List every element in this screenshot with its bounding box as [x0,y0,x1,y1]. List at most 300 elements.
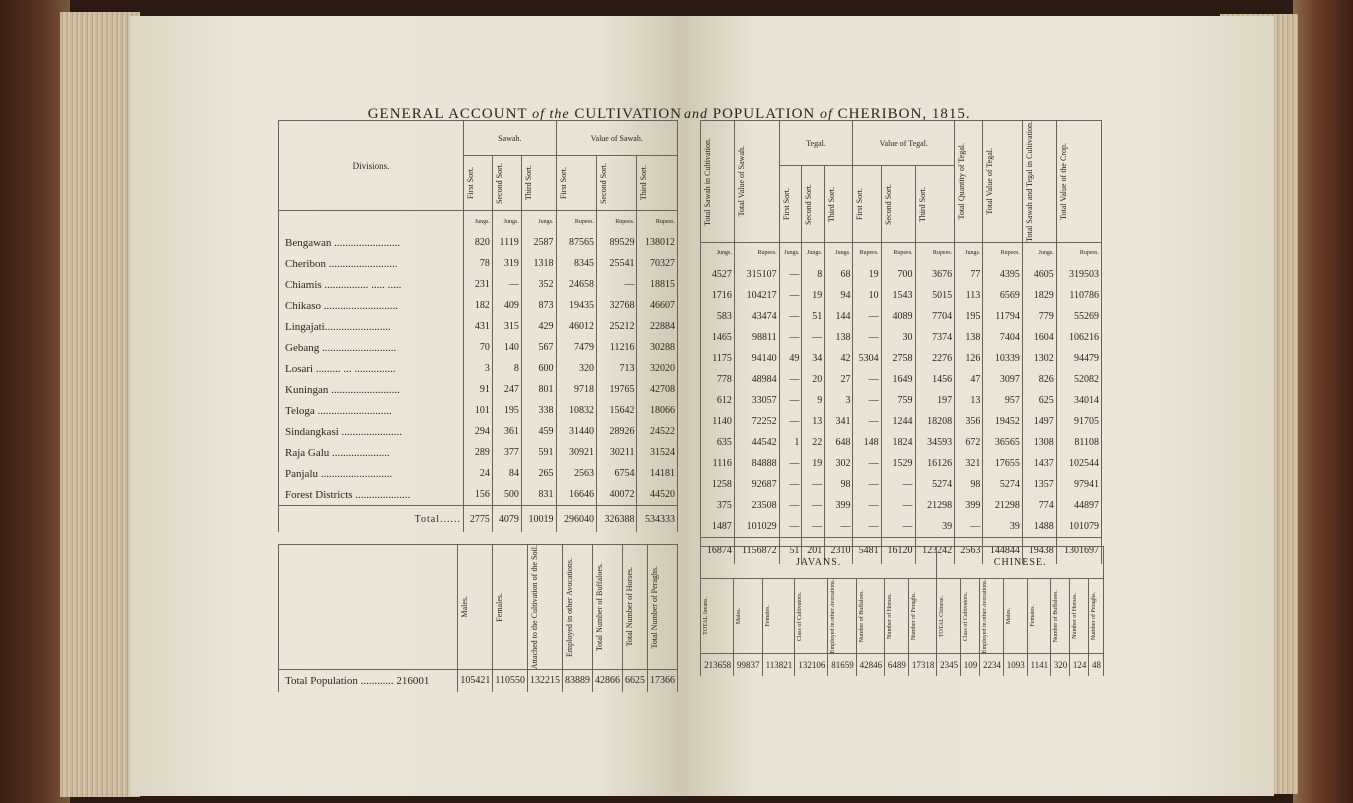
table-cell: 97941 [1056,474,1101,495]
table-cell: 110786 [1056,285,1101,306]
table-cell: 2234 [980,654,1004,676]
table-cell: 1302 [1022,348,1056,369]
table-cell: 51 [802,306,825,327]
table-cell: 700 [881,264,915,285]
table-cell: 713 [596,358,636,379]
table-cell: — [802,474,825,495]
table-cell: 49 [779,348,802,369]
sawah-group-header: Sawah. [464,121,557,156]
table-cell: 47 [955,369,983,390]
table-cell: 70327 [637,253,678,274]
table-cell: 1456 [915,369,955,390]
col-header: Second Sort. [492,156,521,211]
table-cell: 612 [701,390,735,411]
table-cell: 94140 [734,348,779,369]
table-cell: 18815 [637,274,678,295]
table-cell: 18066 [637,400,678,421]
table-cell: 826 [1022,369,1056,390]
table-cell: 30 [881,327,915,348]
table-cell: 182 [464,295,493,316]
total-population-row: Total Population ............ 216001 105421 110550 132215 83889 42866 6625 17366 [279,670,678,692]
table-cell: 1119 [492,232,521,253]
col-header: Attached to the Cultivation of the Soil. [528,545,563,670]
javans-group-header: JAVANS. [701,547,937,579]
col-header: Employed in other Avocations. [563,545,593,670]
table-cell: 7704 [915,306,955,327]
division-name: Raja Galu ..................... [279,442,464,463]
table-cell: 831 [521,484,556,506]
table-cell: 1487 [701,516,735,538]
table-cell: 10832 [556,400,596,421]
table-cell: 197 [915,390,955,411]
table-cell: 24522 [637,421,678,442]
table-cell: 98 [955,474,983,495]
total-cell: 2563 [955,537,983,564]
table-cell: 1604 [1022,327,1056,348]
table-cell: 34 [802,348,825,369]
table-cell: 113 [955,285,983,306]
title-rest: CULTIVATION [574,106,682,122]
table-cell: 55269 [1056,306,1101,327]
col-header: Number of Peraghs. [908,579,936,654]
col-header: Males. [458,545,493,670]
table-cell: 19435 [556,295,596,316]
table-cell: 1244 [881,411,915,432]
value-tegal-group-header: Value of Tegal. [853,121,955,166]
total-population-value: 216001 [396,674,430,687]
table-cell: 1318 [521,253,556,274]
table-cell: 68 [825,264,853,285]
total-cell: 326388 [596,506,636,533]
table-cell: 567 [521,337,556,358]
table-cell: 10339 [983,348,1023,369]
table-cell: 7479 [556,337,596,358]
table-cell: 873 [521,295,556,316]
col-header: Employed in other Avocations. [828,579,856,654]
table-cell: 320 [1051,654,1070,676]
table-row [279,484,678,506]
table-cell: 247 [492,379,521,400]
table-cell: 5274 [983,474,1023,495]
table-cell: — [779,390,802,411]
table-cell: 1465 [701,327,735,348]
table-cell: 91705 [1056,411,1101,432]
table-cell: 81659 [828,654,856,676]
table-cell: 48 [1089,654,1104,676]
table-cell: 72252 [734,411,779,432]
total-label: Total...... [279,506,464,533]
table-row [279,232,678,253]
table-cell: 22 [802,432,825,453]
table-cell: 1716 [701,285,735,306]
table-cell: 1093 [1003,654,1027,676]
table-cell: 98 [825,474,853,495]
table-cell: 156 [464,484,493,506]
table-cell: 429 [521,316,556,337]
table-cell: 84 [492,463,521,484]
table-cell: 48984 [734,369,779,390]
division-name: Lingajati........................ [279,316,464,337]
table-row [701,516,1102,538]
table-row [701,495,1102,516]
col-header: Class of Cultivators. [795,579,828,654]
table-cell: 19765 [596,379,636,400]
table-cell: 3097 [983,369,1023,390]
table-cell: 356 [955,411,983,432]
right-page-title: and POPULATION of CHERIBON, 1815. [684,106,971,122]
table-cell: 84888 [734,453,779,474]
table-cell: 2345 [937,654,961,676]
table-cell: 1488 [1022,516,1056,538]
table-cell: — [779,369,802,390]
division-name: Chiamis ................ ..... ..... [279,274,464,295]
table-cell: 34593 [915,432,955,453]
table-cell: — [853,474,881,495]
total-cell: 4079 [492,506,521,533]
table-cell: — [779,264,802,285]
col-header: Number of Horses. [1070,579,1089,654]
table-cell: 13 [802,411,825,432]
table-row [701,411,1102,432]
table-cell: 377 [492,442,521,463]
table-cell: 20 [802,369,825,390]
table-cell: 591 [521,442,556,463]
table-cell: 42 [825,348,853,369]
table-cell: 319 [492,253,521,274]
table-cell: — [779,453,802,474]
table-cell: 957 [983,390,1023,411]
table-cell: 1543 [881,285,915,306]
table-cell: 459 [521,421,556,442]
table-cell: — [853,369,881,390]
table-cell: 42846 [856,654,884,676]
table-cell: 375 [701,495,735,516]
table-cell: 18208 [915,411,955,432]
table-cell: 19 [802,453,825,474]
table-cell: 3676 [915,264,955,285]
table-cell: 42708 [637,379,678,400]
table-cell: — [881,474,915,495]
table-cell: — [955,516,983,538]
table-cell: 5304 [853,348,881,369]
table-cell: 5015 [915,285,955,306]
division-name: Chikaso ........................... [279,295,464,316]
table-row [279,274,678,295]
table-cell: 22884 [637,316,678,337]
table-cell: 46607 [637,295,678,316]
total-cell: 5481 [853,537,881,564]
table-cell: 98811 [734,327,779,348]
table-cell: 91 [464,379,493,400]
col-header: Total Number of Peraghs. [648,545,678,670]
table-cell: — [779,495,802,516]
col-header: Third Sort. [825,166,853,243]
table-cell: 10 [853,285,881,306]
table-cell: 2276 [915,348,955,369]
table-cell: — [779,327,802,348]
table-row [701,264,1102,285]
table-cell: 31440 [556,421,596,442]
table-cell: 21298 [983,495,1023,516]
total-cell: 144844 [983,537,1023,564]
table-cell: 431 [464,316,493,337]
table-cell: 820 [464,232,493,253]
table-cell: 625 [1022,390,1056,411]
table-cell: — [779,411,802,432]
table-cell: 11216 [596,337,636,358]
table-cell: 3 [825,390,853,411]
total-cell: 2310 [825,537,853,564]
table-cell: — [853,306,881,327]
total-cell: 534333 [637,506,678,533]
table-cell: 92687 [734,474,779,495]
page-stack-left [60,12,140,797]
total-row [279,506,678,533]
table-cell: 4605 [1022,264,1056,285]
table-cell: 44520 [637,484,678,506]
table-cell: 2587 [521,232,556,253]
table-cell: — [492,274,521,295]
table-cell: 27 [825,369,853,390]
table-cell: 302 [825,453,853,474]
table-cell: 144 [825,306,853,327]
total-cell: 51 [779,537,802,564]
table-cell: 1497 [1022,411,1056,432]
table-cell: 1308 [1022,432,1056,453]
table-cell: 319503 [1056,264,1101,285]
table-cell: 102544 [1056,453,1101,474]
table-row [279,421,678,442]
col-header: Males. [1003,579,1027,654]
table-cell: 113821 [762,654,795,676]
table-cell: 32020 [637,358,678,379]
table-cell: — [802,327,825,348]
table-cell: 399 [955,495,983,516]
table-cell: 13 [955,390,983,411]
col-header: Total Value of the Crop. [1056,121,1101,243]
table-cell: 15642 [596,400,636,421]
table-cell: 140 [492,337,521,358]
table-cell: 6754 [596,463,636,484]
table-cell: 2563 [556,463,596,484]
table-row [701,432,1102,453]
division-name: Losari ......... ... ............... [279,358,464,379]
table-cell: 1829 [1022,285,1056,306]
col-header: Number of Buffaloes. [1051,579,1070,654]
table-cell: 39 [983,516,1023,538]
table-cell: 148 [853,432,881,453]
table-cell: 672 [955,432,983,453]
col-header: First Sort. [556,156,596,211]
table-cell: 294 [464,421,493,442]
col-header: Third Sort. [915,166,955,243]
table-cell: 500 [492,484,521,506]
table-cell: 341 [825,411,853,432]
table-cell: 101079 [1056,516,1101,538]
table-cell: 44897 [1056,495,1101,516]
table-row [279,379,678,400]
table-cell: 6569 [983,285,1023,306]
table-row [701,369,1102,390]
col-header: First Sort. [464,156,493,211]
units-row: Jungs. Rupees. Jungs. Jungs. Jungs. Rupees. Rupees. Rupees. Jungs. Rupees. Jungs. Rupees. [701,242,1102,264]
col-header: Females. [1027,579,1050,654]
table-row [701,474,1102,495]
table-cell: 46012 [556,316,596,337]
table-cell: 213658 [701,654,734,676]
table-cell: 16126 [915,453,955,474]
table-cell: 40072 [596,484,636,506]
table-cell: — [881,495,915,516]
table-cell: 1649 [881,369,915,390]
total-cell: 10019 [521,506,556,533]
table-cell: 9 [802,390,825,411]
division-name: Cheribon ......................... [279,253,464,274]
table-cell: — [779,516,802,538]
col-header: Total Quantity of Tegal. [955,121,983,243]
table-row [701,453,1102,474]
division-name: Gebang ........................... [279,337,464,358]
table-cell: 101029 [734,516,779,538]
table-cell: 635 [701,432,735,453]
col-header: Second Sort. [596,156,636,211]
table-cell: 87565 [556,232,596,253]
table-cell: 11794 [983,306,1023,327]
table-cell: 7374 [915,327,955,348]
division-name: Bengawan ........................ [279,232,464,253]
chinese-group-header: CHINESE. [937,547,1104,579]
table-cell: 320 [556,358,596,379]
population-table-right [700,546,1104,676]
division-name: Forest Districts .................... [279,484,464,506]
table-cell: 8345 [556,253,596,274]
table-row [701,327,1102,348]
table-row [701,285,1102,306]
col-header: Total Value of Tegal. [983,121,1023,243]
table-cell: 78 [464,253,493,274]
table-cell: 4089 [881,306,915,327]
table-cell: — [779,474,802,495]
total-cell: 1156872 [734,537,779,564]
table-cell: 33057 [734,390,779,411]
table-cell: — [825,516,853,538]
table-cell: 17655 [983,453,1023,474]
table-cell: 30211 [596,442,636,463]
table-cell: 81108 [1056,432,1101,453]
table-cell: 315 [492,316,521,337]
table-cell: 600 [521,358,556,379]
table-cell: 409 [492,295,521,316]
table-cell: 106216 [1056,327,1101,348]
table-cell: 104217 [734,285,779,306]
col-header: Number of Buffaloes. [856,579,884,654]
table-cell: 1175 [701,348,735,369]
division-name: Panjalu .......................... [279,463,464,484]
table-cell: 34014 [1056,390,1101,411]
population-values-row [701,654,1104,676]
table-cell: 1357 [1022,474,1056,495]
table-cell: 138012 [637,232,678,253]
col-header: Males. [734,579,762,654]
table-cell: 7404 [983,327,1023,348]
table-cell: 19 [802,285,825,306]
col-header: Number of Peraghs. [1089,579,1104,654]
table-cell: 4395 [983,264,1023,285]
total-cell: 16120 [881,537,915,564]
table-cell: 2758 [881,348,915,369]
table-cell: 352 [521,274,556,295]
table-cell: 36565 [983,432,1023,453]
col-header: TOTAL Javans. [701,579,734,654]
table-cell: 14181 [637,463,678,484]
total-cell: 19438 [1022,537,1056,564]
table-cell: — [779,306,802,327]
table-cell: 231 [464,274,493,295]
table-cell: 30921 [556,442,596,463]
table-cell: 8 [492,358,521,379]
table-cell: 138 [825,327,853,348]
divisions-header: Divisions. [279,121,464,211]
division-name: Teloga ........................... [279,400,464,421]
table-cell: 43474 [734,306,779,327]
col-header: Females. [493,545,528,670]
table-row [279,295,678,316]
table-cell: — [802,516,825,538]
table-cell: 24658 [556,274,596,295]
table-cell: — [853,327,881,348]
table-cell: 24 [464,463,493,484]
table-cell: 25541 [596,253,636,274]
table-cell: 1141 [1027,654,1050,676]
col-header: Total Sawah and Tegal in Cultivation. [1022,121,1056,243]
table-row [279,253,678,274]
table-cell: 132106 [795,654,828,676]
table-cell: — [802,495,825,516]
table-cell: 19452 [983,411,1023,432]
book-cover-right [1293,0,1353,803]
total-cell: 296040 [556,506,596,533]
table-cell: 9718 [556,379,596,400]
title-of: of the [532,107,570,122]
table-cell: 44542 [734,432,779,453]
table-cell: 759 [881,390,915,411]
col-header: Third Sort. [521,156,556,211]
table-cell: 5274 [915,474,955,495]
table-cell: 6489 [885,654,909,676]
total-cell: 16874 [701,537,735,564]
table-cell: 94 [825,285,853,306]
table-cell: 109 [961,654,980,676]
table-cell: 101 [464,400,493,421]
tegal-group-header: Tegal. [779,121,853,166]
table-row [279,358,678,379]
table-cell: 289 [464,442,493,463]
table-cell: 99837 [734,654,762,676]
table-cell: 17318 [908,654,936,676]
table-cell: 774 [1022,495,1056,516]
table-cell: 1437 [1022,453,1056,474]
right-page [682,16,1274,796]
table-cell: 77 [955,264,983,285]
table-cell: 1824 [881,432,915,453]
col-header: First Sort. [853,166,881,243]
table-cell: 25212 [596,316,636,337]
table-cell: 1258 [701,474,735,495]
total-cell: 1301697 [1056,537,1101,564]
table-cell: 30288 [637,337,678,358]
table-cell: 31524 [637,442,678,463]
table-cell: — [853,411,881,432]
